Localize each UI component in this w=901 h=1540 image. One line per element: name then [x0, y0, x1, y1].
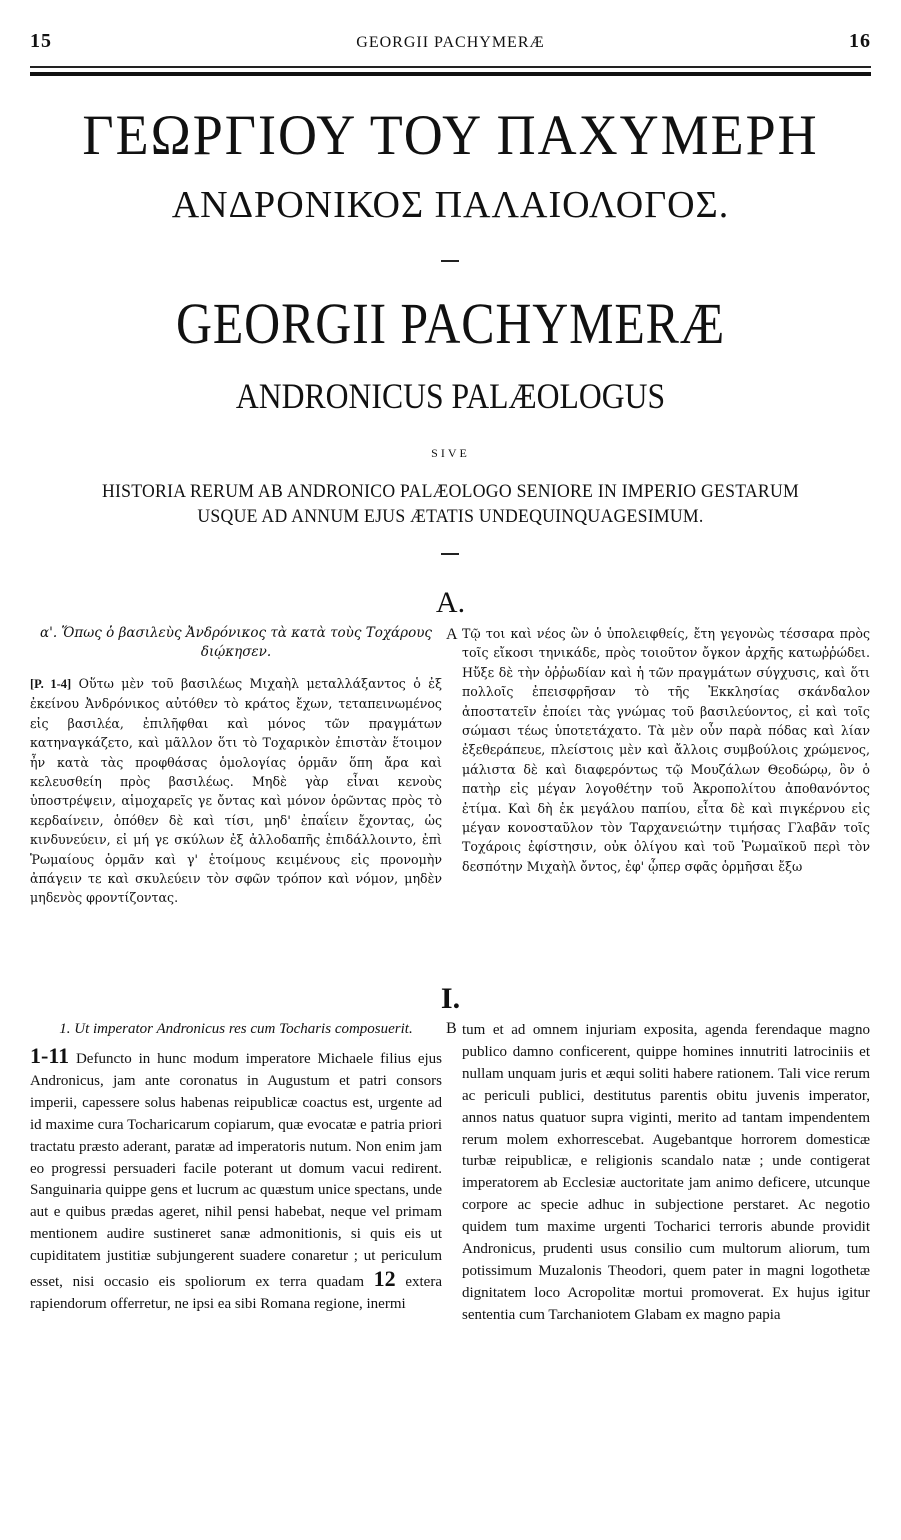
header-rule — [30, 66, 871, 68]
page-reference: 1-11 — [30, 1043, 70, 1068]
greek-subtitle: ΑΝΔΡΟΝΙΚΟΣ ΠΑΛΑΙΟΛΟΓΟΣ. — [171, 184, 730, 226]
latin-title: GEORGII PACHYMERÆ — [175, 291, 726, 356]
inline-page-reference: 12 — [373, 1266, 396, 1292]
page-number-right: 16 — [849, 30, 871, 52]
latin-subtitle: ANDRONICUS PALÆOLOGUS — [235, 376, 666, 416]
latin-right-column — [462, 1020, 870, 1327]
latin-paragraph: tum et ad omnem injuriam exposita, agenda ferendaque magno publico damno conficerent, quippe homines innutriti latrociniis et nullam unquam juris et æqui soliti habere rationem. Tali vice rerum ac periculi publici, destitutus parentis obitu juvenis imperator, annos natus quatuor supra viginti, merito ad tantam impendentem rerum molem exhorrescebat. Augebantque horrorem domesticæ turbæ reipublicæ, e religionis scandalo natæ ; unde contigerat imperatorem ab Ecclesiæ auctoritate jam animo deficere, utcunque corpore ac specie adhuc in subjectione perstaret. Ac negotio quidem tum maxime urgenti Tocharici terroris abunde providit Andronicus, prudenti usus consilio cum multorum aliorum, tum potissimum Muzalonis Theodori, quem pater in magni logothetæ dignitatem loco Acropolitæ mortui promoverat. Ex hujus igitur sententia cum Tarchaniotem Glabam ex magno papia — [462, 1022, 870, 1323]
running-title: GEORGII PACHYMERÆ — [356, 34, 545, 51]
page-number-left: 15 — [30, 30, 52, 52]
margin-marker-a: A — [446, 626, 458, 643]
running-head — [30, 30, 871, 56]
greek-paragraph: Τῷ τοι καὶ νέος ὢν ὁ ὑπολειφθείς, ἔτη γεγονὼς τέσσαρα πρὸς τοῖς εἴκοσι τηνικάδε, πρὸς τοιοῦτον ὄγκον ἀρχῆς κατωῤῥώδει. Ηὔξε δὲ τὴν ὀῤῥωδίαν καὶ ἡ τῶν πραγμάτων σύγχυσις, καὶ ὅτι πολλοῖς ἐπεισφρῆσαν τὸ τῆς Ἐκκλησίας σκάνδαλον ἀποστατεῖν ἐποίει τὰς γνώμας τοῦ βασιλεύοντος, εἰ καὶ τοῖς σώμασι τέως ὑποτετάχατο. Τὰ μὲν οὖν παρὰ πόδας καὶ λίαν ἐξεθεράπευε, πλείστοις μὲν καὶ ἄλλοις συμβούλοις χρώμενος, μάλιστα δὲ καὶ διαφερόντως τῷ Μουζάλων Θεοδώρῳ, ὃν ὁ πατὴρ εἰς μέγαν λογοθέτην τοῦ Ἀκροπολίτου ἀποθανόντος ἐτίμα. Καὶ δὴ ἐκ μεγάλου παπίου, εἶτα δὲ καὶ πιγκέρνου εἰς μέγαν κονοσταῦλον τὸν Ταρχανειώτην τιμήσας Γλαβᾶν τοῖς Τοχάροις ἐφίστησιν, οὐκ ὀλίγου καὶ τοῦ Ῥωμαϊκοῦ περὶ τὸν δεσπότην Μιχαὴλ ὄντος, ἐφ' ᾧπερ σφᾶς ὁρμῆσαι ἔξω — [462, 626, 870, 874]
greek-left-column — [30, 624, 442, 908]
greek-title: ΓΕΩΡΓΙΟΥ ΤΟΥ ΠΑΧΥΜΕΡΗ — [82, 103, 819, 167]
sive-label: SIVE — [431, 446, 470, 460]
section-number: I. — [440, 982, 461, 1015]
historia-line-2: USQUE AD ANNUM EJUS ÆTATIS UNDEQUINQUAGESIMUM. — [197, 506, 704, 527]
latin-left-column — [30, 1020, 442, 1316]
divider-dash — [441, 553, 459, 555]
chapter-heading-greek: α'. Ὅπως ὁ βασιλεὺς Ἀνδρόνικος τὰ κατὰ τοὺς Τοχάρους διῴκησεν. — [40, 625, 432, 660]
latin-paragraph: 1-11 Defuncto in hunc modum imperatore Michaele filius ejus Andronicus, jam ante coronatus in Augustum et patri consors imperii, capessere solus habenas reipublicæ coactus est, urgente ad id maxime cura Tocharicarum copiarum, quæ evocatæ e patria priori tractatu præsto aderant, paratæ ad imperatoris nutum. Non enim jam eo progressi persuaderi facile poterant ut domum vacui redirent. Sanguinaria quippe gens et lucrum ac quæstum unice spectans, unde aut e quibus prædas ageret, nihil pensi habebat, neque vel primam mentionem audire sustineret sanæ admonitionis, si quis eis ut cupiditatem justitiæ subjungerent suadere conaretur ; ut periculum esset, nisi occasio eis spoliorum ex terra quadam 12 extera rapiendorum offerretur, ne ipsi ea sibi Romana regione, inermi — [30, 1043, 442, 1312]
header-rule-thick — [30, 72, 871, 76]
divider-dash — [441, 260, 459, 262]
greek-paragraph: [P. 1-4] Οὕτω μὲν τοῦ βασιλέως Μιχαὴλ μεταλλάξαντος ὁ ἐξ ἐκείνου Ἀνδρόνικος αὐτόθεν τὸ κράτος ἔχων, τεταπεινωμένος εἰς βασιλέα, ἐπιλῆφθαι καὶ μόνος τῶν πραγμάτων κατηναγκάζετο, καὶ μᾶλλον ὅτι τὸ Τοχαρικὸν ἐπιστὰν ἕτοιμον ἦν κατὰ τὰς προφθάσας ὁμολογίας ὁρμᾶν ὅπη ἄρα καὶ κελευσθείη πρὸς βασιλέως. Μηδὲ γὰρ εἶναι κενοὺς ὑποστρέψειν, αἱμοχαρεῖς γε ὄντας καὶ μόνον ὁρῶντας πρὸς τὸ κερδαίνειν, ὁπόθεν δὲ καὶ τίσι, μηδ' ἐπαΐειν ἔχοντας, ὡς κινδυνεύειν, εἰ μή γε σκύλων ἐξ ἀλλοδαπῆς ἐπιδάλλοιντο, ἐπὶ Ῥωμαίους ὁρμᾶν καὶ γ' ἑτοίμους κειμένους εἰς προνομὴν ἀπάγειν τε καὶ σκυλεύειν τὸν σφῶν τρόπον καὶ νόμον, μηδὲν μηδενὸς φροντίζοντας. — [30, 676, 442, 906]
margin-marker-b: B — [446, 1020, 457, 1037]
chapter-heading-latin: 1. Ut imperator Andronicus res cum Tocharis composuerit. — [59, 1021, 413, 1037]
historia-line-1: HISTORIA RERUM AB ANDRONICO PALÆOLOGO SENIORE IN IMPERIO GESTARUM — [101, 481, 800, 502]
section-letter: A. — [435, 586, 466, 619]
page-reference: [P. 1-4] — [30, 677, 72, 691]
greek-right-column — [462, 624, 870, 876]
